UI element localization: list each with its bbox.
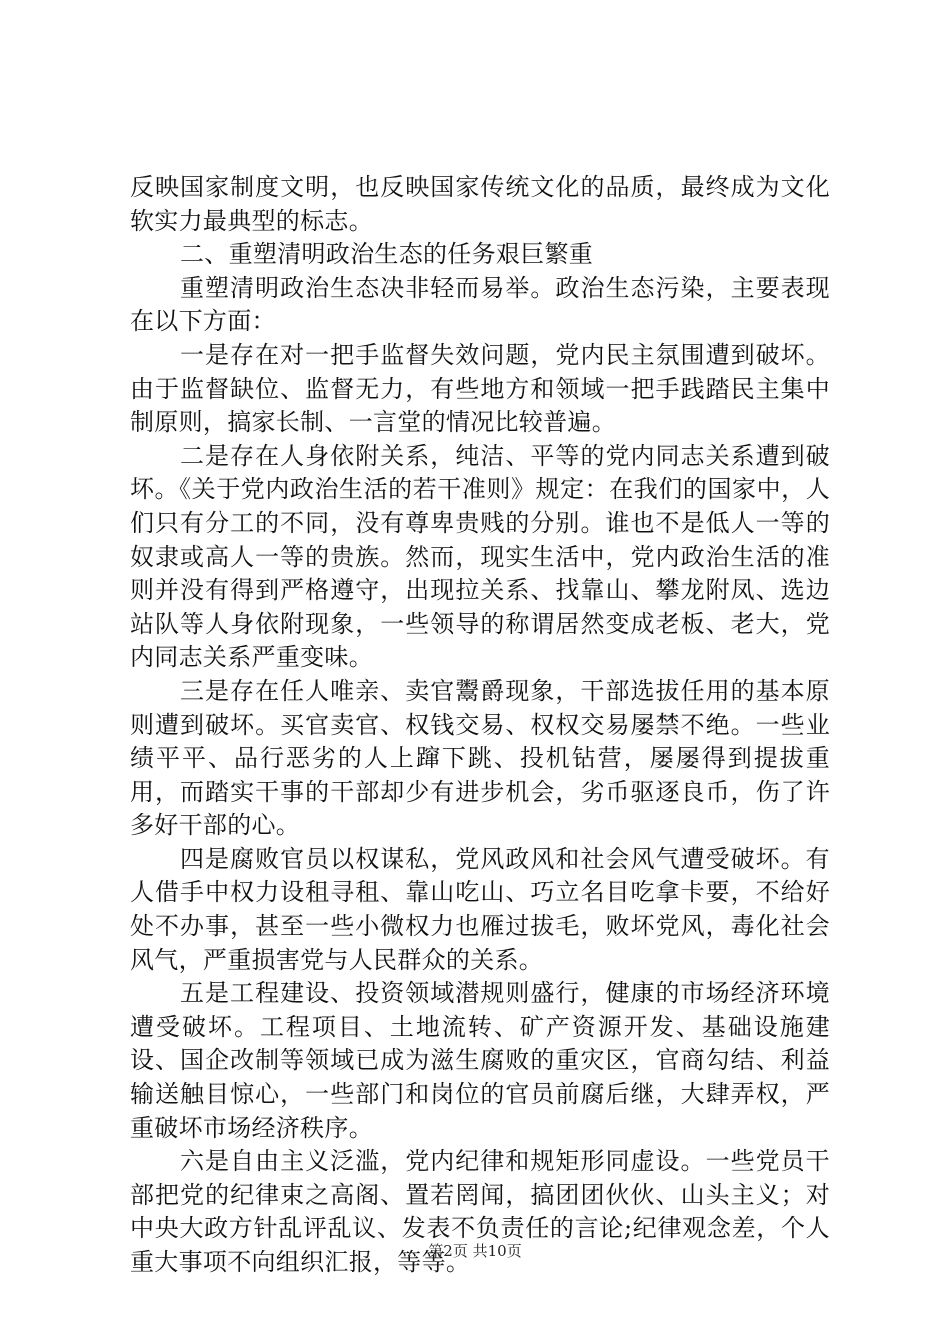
paragraph-point-4: 四是腐败官员以权谋私，党风政风和社会风气遭受破坏。有人借手中权力设租寻租、靠山吃山、巧立名目吃拿卡要，不给好处不办事，甚至一些小微权力也雁过拔毛，败坏党风，毒化社会风气，严重损害党与人民群众的关系。: [130, 844, 830, 974]
page-number-label: 第2页 共10页: [428, 1242, 522, 1260]
paragraph-point-2: 二是存在人身依附关系，纯洁、平等的党内同志关系遭到破坏。《关于党内政治生活的若干准则》规定：在我们的国家中，人们只有分工的不同，没有尊卑贵贱的分别。谁也不是低人一等的奴隶或高人一等的贵族。然而，现实生活中，党内政治生活的准则并没有得到严格遵守，出现拉关系、找靠山、攀龙附凤、选边站队等人身依附现象，一些领导的称谓居然变成老板、老大，党内同志关系严重变味。: [130, 441, 830, 672]
paragraph-point-5: 五是工程建设、投资领域潜规则盛行，健康的市场经济环境遭受破坏。工程项目、土地流转、矿产资源开发、基础设施建设、国企改制等领域已成为滋生腐败的重灾区，官商勾结、利益输送触目惊心，一些部门和岗位的官员前腐后继，大肆弄权，严重破坏市场经济秩序。: [130, 979, 830, 1142]
section-heading: 二、重塑清明政治生态的任务艰巨繁重: [180, 240, 594, 269]
paragraph-continuation: 反映国家制度文明，也反映国家传统文化的品质，最终成为文化软实力最典型的标志。: [130, 173, 830, 235]
paragraph-intro: 重塑清明政治生态决非轻而易举。政治生态污染，主要表现在以下方面：: [130, 273, 830, 336]
paragraph-point-6: 六是自由主义泛滥，党内纪律和规矩形同虚设。一些党员干部把党的纪律束之高阁、置若罔闻，搞团团伙伙、山头主义；对中央大政方针乱评乱议、发表不负责任的言论;纪律观念差，个人重大事项不向组织汇报，等等。: [130, 1147, 830, 1276]
paragraph-point-3: 三是存在任人唯亲、卖官鬻爵现象，干部选拔任用的基本原则遭到破坏。买官卖官、权钱交易、权权交易屡禁不绝。一些业绩平平、品行恶劣的人上蹿下跳、投机钻营，屡屡得到提拔重用，而踏实干事的干部却少有进步机会，劣币驱逐良币，伤了许多好干部的心。: [130, 676, 830, 840]
page-footer: [0, 1240, 950, 1261]
document-body: [130, 171, 830, 1280]
paragraph-point-1: 一是存在对一把手监督失效问题，党内民主氛围遭到破坏。由于监督缺位、监督无力，有些地方和领域一把手践踏民主集中制原则，搞家长制、一言堂的情况比较普遍。: [130, 340, 830, 437]
